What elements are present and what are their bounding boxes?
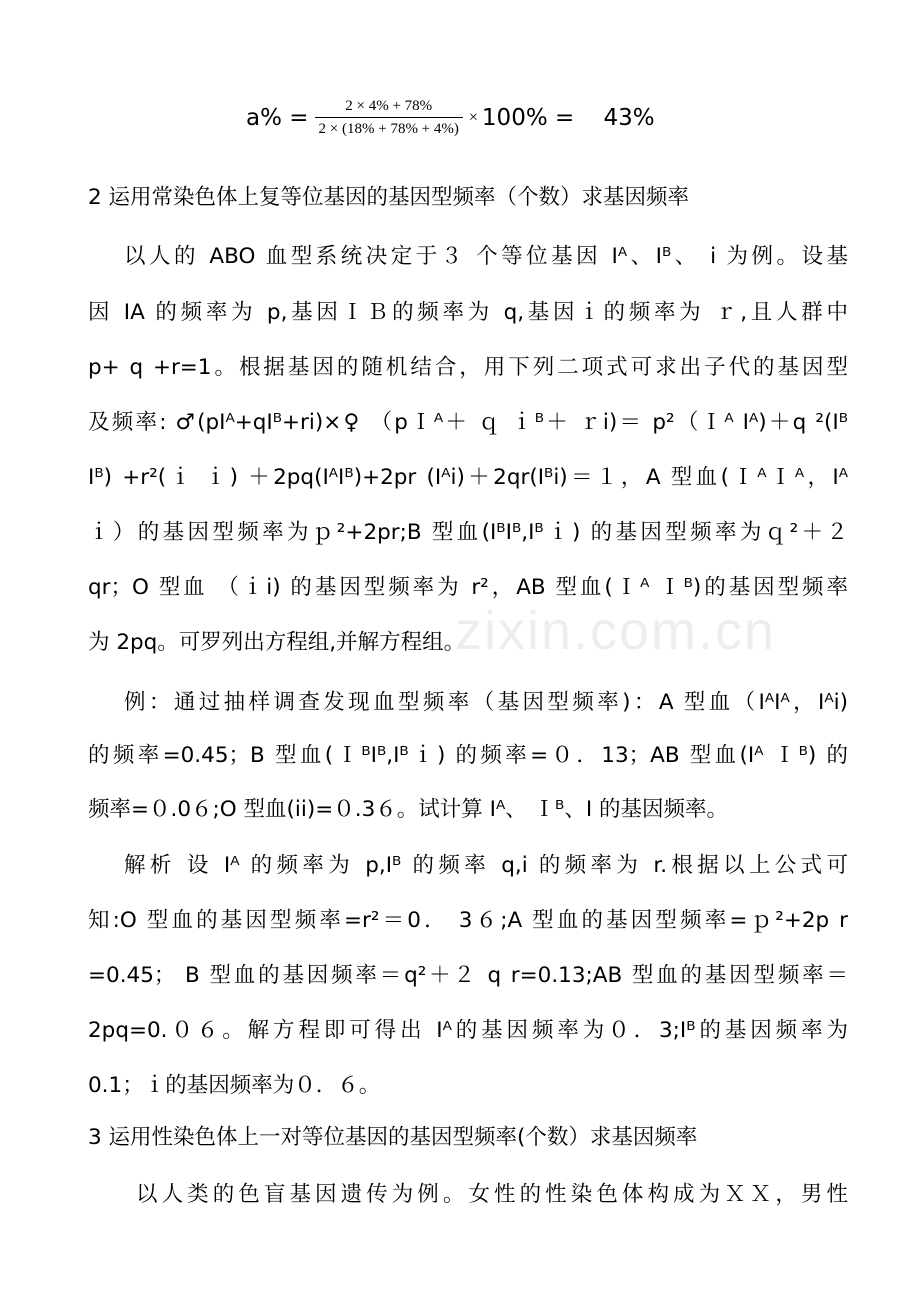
formula-numerator: 2 × 4% + 78% xyxy=(345,98,433,114)
section-heading-3: 3 运用性染色体上一对等位基因的基因型频率(个数）求基因频率 xyxy=(88,1125,698,1150)
formula-denominator: 2 × (18% + 78% + 4%) xyxy=(315,117,463,138)
allele-frequency-formula xyxy=(246,98,655,138)
paragraph-line: p+ q +r=1。根据基因的随机结合，用下列二项式可求出子代的基因型 xyxy=(88,355,848,380)
formula-fraction xyxy=(315,98,463,138)
paragraph-line: 及频率: ♂(pIᴬ+qIᴮ+ri)×♀ （pＩᴬ＋ ｑ ｉᴮ＋ ｒi)＝ p²（Ｉᴬ Iᴬ)＋q ²(Iᴮ xyxy=(88,410,848,435)
example-line: 例：通过抽样调查发现血型频率（基因型频率)：A 型血（IᴬIᴬ，Iᴬi) xyxy=(124,690,848,715)
analysis-line: =0.45； B 型血的基因频率＝q²＋２ q r=0.13;AB 型血的基因型频率＝ xyxy=(88,963,848,988)
analysis-line: 0.1；ｉ的基因频率为０．６。 xyxy=(88,1073,381,1098)
example-line: 频率=０.0６;O 型血(ii)=０.3６。试计算 Iᴬ、 Ｉᴮ、I 的基因频率。 xyxy=(88,797,729,822)
formula-times: × xyxy=(468,109,478,126)
paragraph-line: 以人的 ABO 血型系统决定于３ 个等位基因 Iᴬ、Iᴮ、 i 为例。设基 xyxy=(124,244,848,269)
paragraph-line: ｉ）的基因型频率为ｐ²+2pr;B 型血(IᴮIᴮ,Iᴮｉ) 的基因型频率为ｑ²＋２ xyxy=(88,520,848,545)
example-line: 的频率=0.45；B 型血(ＩᴮIᴮ,Iᴮｉ) 的频率=０．13；AB 型血(Iᴬ Ｉᴮ) 的 xyxy=(88,743,848,768)
section-heading-2: 2 运用常染色体上复等位基因的基因型频率（个数）求基因频率 xyxy=(88,185,690,210)
paragraph-line: 为 2pq。可罗列出方程组,并解方程组。 xyxy=(88,630,466,655)
analysis-line: 知:O 型血的基因型频率=r²＝0． 3６;A 型血的基因型频率=ｐ²+2p r xyxy=(88,908,848,933)
analysis-line: 解析 设 Iᴬ 的频率为 p,Iᴮ 的频率 q,i 的频率为 r.根据以上公式可 xyxy=(124,853,848,878)
analysis-line: 2pq=0.０６。解方程即可得出 Iᴬ的基因频率为０．3;Iᴮ的基因频率为 xyxy=(88,1018,848,1043)
paragraph-line: 因 IA 的频率为 p,基因ＩＢ的频率为 q,基因ｉ的频率为 ｒ,且人群中 xyxy=(88,300,848,325)
paragraph-line: qr；O 型血 （ｉi) 的基因型频率为 r²，AB 型血(Ｉᴬ Ｉᴮ)的基因型频率 xyxy=(88,575,848,600)
formula-lhs: a% = xyxy=(246,105,309,131)
paragraph-line: 以人类的色盲基因遗传为例。女性的性染色体构成为ＸＸ，男性 xyxy=(136,1182,848,1207)
paragraph-line: Iᴮ) +r²(ｉ ｉ) ＋2pq(IᴬIᴮ)+2pr (Iᴬi)＋2qr(Iᴮi)＝１，A 型血(ＩᴬＩᴬ，Iᴬ xyxy=(88,465,848,490)
watermark: zixin.com.cn xyxy=(455,601,777,661)
formula-rhs: 100% = 43% xyxy=(481,105,655,131)
